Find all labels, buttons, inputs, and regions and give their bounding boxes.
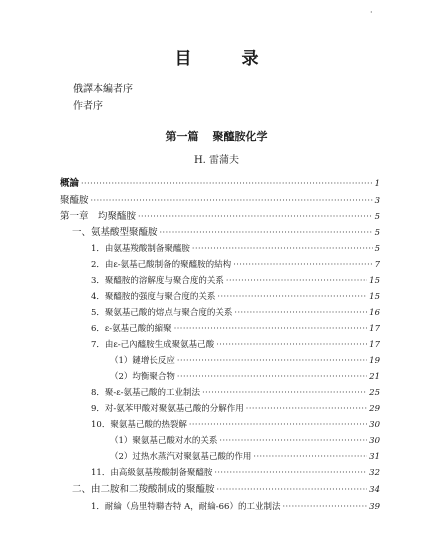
toc-label: 1．耐綸（烏里特聯杏特 A，耐綸-66）的工业制法 (91, 502, 281, 512)
corner-mark: · (370, 8, 373, 17)
dot-leader (91, 195, 373, 207)
toc-page: 30 (369, 436, 380, 446)
toc-entry (110, 371, 380, 383)
toc-page: 34 (369, 485, 380, 495)
toc-label: 1．由氨基羧酸制备聚醯胺 (91, 244, 190, 254)
author-name: H. 雷蒲夫 (193, 155, 240, 166)
toc-entry (91, 259, 380, 271)
toc-label: 3．聚醯胺的溶解度与聚合度的关系 (91, 276, 224, 286)
toc-page: 32 (369, 468, 380, 478)
toc-page: 21 (369, 372, 380, 382)
toc-entry (91, 501, 380, 513)
toc-entry (72, 227, 380, 239)
toc-entry (91, 403, 380, 415)
dot-leader (192, 243, 373, 255)
toc-label: 9．对-氨苯甲酸对聚氨基己酸的分解作用 (91, 404, 244, 414)
toc-entry (91, 339, 380, 351)
dot-leader (202, 387, 367, 399)
dot-leader (216, 339, 367, 351)
preface-editor: 俄譯本編者序 (73, 84, 133, 95)
toc-label: （1）聚氨基己酸对水的关系 (110, 436, 218, 446)
toc-label: 11．由高級氨基羧酸制备聚醯胺 (91, 468, 213, 478)
toc-label: 一、氨基酸型聚醯胺 (72, 227, 158, 238)
part-label: 第一篇 (165, 130, 199, 143)
toc-page: 5 (374, 228, 380, 238)
toc-label: 第一章 均聚醯胺 (60, 211, 137, 222)
toc-entry (91, 275, 380, 287)
dot-leader (226, 275, 367, 287)
dot-leader (138, 211, 373, 223)
dot-leader (177, 371, 367, 383)
toc-entry (110, 435, 380, 447)
toc-entry (110, 451, 380, 463)
toc-label: 4．聚醯胺的强度与聚合度的关系 (91, 292, 216, 302)
toc-entry (91, 307, 380, 319)
toc-entry (72, 484, 380, 496)
toc-label: 6．ε-氨基己酸的縮聚 (91, 324, 172, 334)
toc-page: 25 (369, 388, 380, 398)
toc-page: 16 (369, 308, 380, 318)
toc-label: 10．聚氨基己酸的热裂解 (91, 420, 187, 430)
toc-label: 7．由ε-己內醯胺生成聚氨基己酸 (91, 340, 215, 350)
toc-entry (91, 323, 380, 335)
toc-label: 5．聚氨基己酸的熔点与聚合度的关系 (91, 308, 233, 318)
toc-entry (60, 195, 380, 207)
toc-page: 1 (374, 179, 380, 189)
part-title: 聚醯胺化学 (212, 130, 268, 143)
toc-label: （2）均衡聚合物 (110, 372, 175, 382)
toc-page: 29 (369, 404, 380, 414)
toc-page: 39 (369, 502, 380, 512)
toc-page: 17 (369, 324, 380, 334)
toc-entry (110, 355, 380, 367)
dot-leader (189, 419, 367, 431)
toc-label: 2．由ε-氨基己酸制备的聚醯胺的結构 (91, 260, 232, 270)
dot-leader (160, 227, 373, 239)
dot-leader (177, 355, 367, 367)
toc-page: 31 (369, 452, 380, 462)
toc-page: 7 (374, 260, 380, 270)
toc-page: 3 (374, 196, 380, 206)
dot-leader (219, 435, 367, 447)
dot-leader (282, 501, 367, 513)
toc-entry (60, 211, 380, 223)
toc-label: （1）鏈增长反应 (110, 356, 175, 366)
toc-label: 聚醯胺 (60, 195, 89, 206)
toc-entry (91, 387, 380, 399)
toc-label: （2）过热水蒸汽对聚氨基己酸的作用 (110, 452, 252, 462)
toc-entry (60, 178, 380, 190)
toc-entry (91, 467, 380, 479)
dot-leader (217, 484, 368, 496)
toc-label: 概論 (60, 178, 80, 189)
toc-page: 15 (369, 292, 380, 302)
dot-leader (217, 291, 367, 303)
dot-leader (81, 178, 373, 190)
part-heading (0, 128, 433, 144)
dot-leader (246, 403, 367, 415)
toc-page: 17 (369, 340, 380, 350)
toc-page: 19 (369, 356, 380, 366)
dot-leader (253, 451, 367, 463)
toc-page: 5 (374, 212, 380, 222)
dot-leader (234, 307, 367, 319)
toc-page: 15 (369, 276, 380, 286)
dot-leader (174, 323, 367, 335)
page-title: 目 录 (174, 49, 281, 69)
dot-leader (214, 467, 367, 479)
toc-page: 30 (369, 420, 380, 430)
toc-entry (91, 243, 380, 255)
toc-entry (91, 291, 380, 303)
dot-leader (233, 259, 372, 271)
toc-label: 8．聚-ε-氨基己酸的工业制法 (91, 388, 201, 398)
toc-label: 二、由二胺和二羧酸制成的聚醯胺 (72, 484, 215, 495)
toc-page: 5 (374, 244, 380, 254)
toc-entry (91, 419, 380, 431)
preface-author: 作者序 (73, 101, 103, 112)
